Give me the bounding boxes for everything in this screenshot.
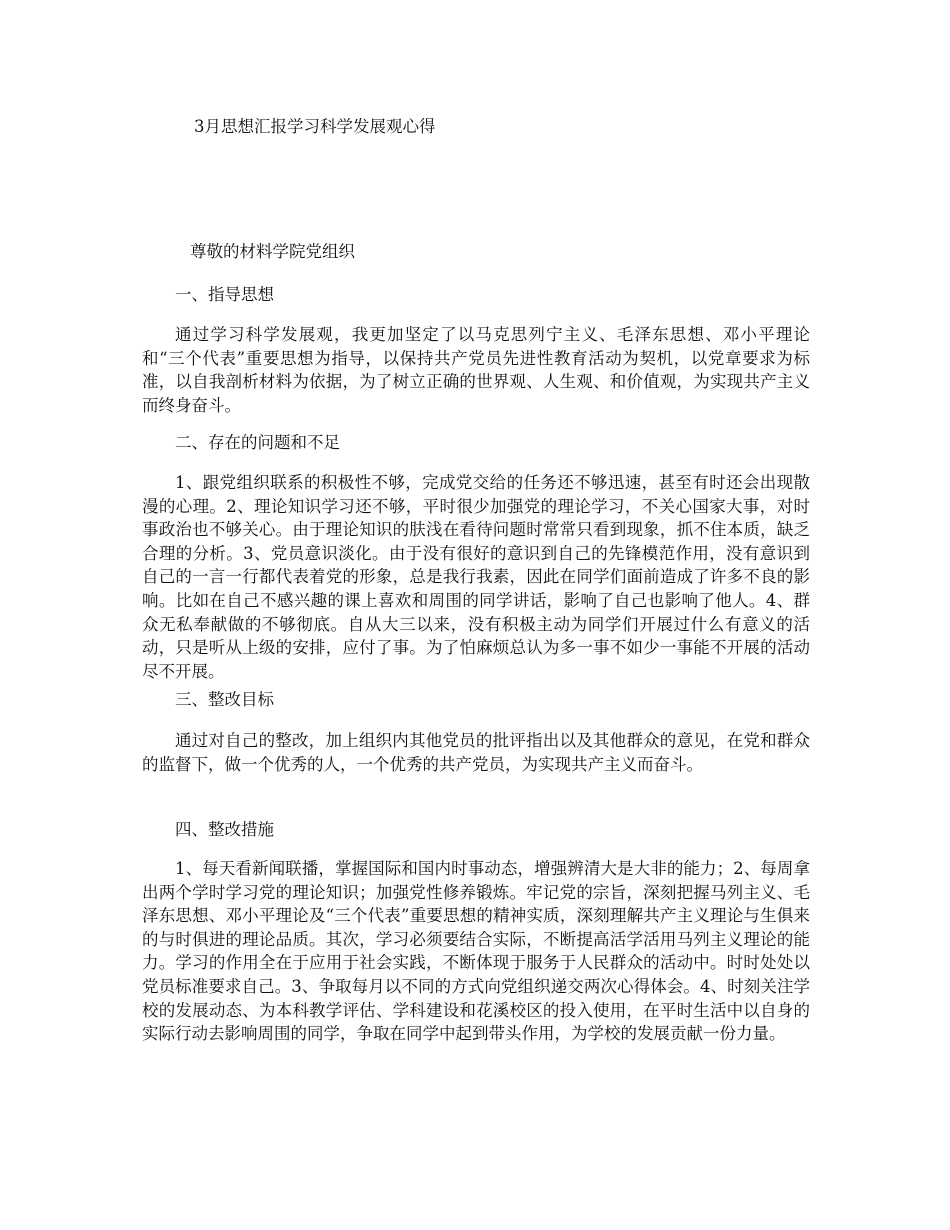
document-title: 3月思想汇报学习科学发展观心得 bbox=[194, 117, 436, 136]
section-heading-problems: 二、存在的问题和不足 bbox=[175, 433, 340, 452]
section-body-goals: 通过对自己的整改，加上组织内其他党员的批评指出以及其他群众的意见，在党和群众的监督下，做一个优秀的人，一个优秀的共产党员，为实现共产主义而奋斗。 bbox=[142, 731, 810, 774]
section-body-measures: 1、每天看新闻联播，掌握国际和国内时事动态，增强辨清大是大非的能力；2、每周拿出两个学时学习党的理论知识；加强党性修养锻炼。牢记党的宗旨，深刻把握马列主义、毛泽东思想、邓小平理论及“三个代表”重要思想的精神实质，深刻理解共产主义理论与生俱来的与时俱进的理论品质。其次，学习必须要结合实际，不断提高活学活用马列主义理论的能力。学习的作用全在于应用于社会实践，不断体现于服务于人民群众的活动中。时时处处以党员标准要求自己。3、争取每月以不同的方式向党组织递交两次心得体会。4、时刻关注学校的发展动态、为本科教学评估、学科建设和花溪校区的投入使用，在平时生活中以自身的实际行动去影响周围的同学，争取在同学中起到带头作用，为学校的发展贡献一份力量。 bbox=[142, 859, 810, 1044]
section-heading-measures: 四、整改措施 bbox=[175, 820, 274, 839]
section-heading-guiding-thought: 一、指导思想 bbox=[175, 285, 274, 304]
salutation: 尊敬的材料学院党组织 bbox=[190, 242, 355, 261]
section-heading-goals: 三、整改目标 bbox=[175, 690, 274, 709]
section-body-problems: 1、跟党组织联系的积极性不够，完成党交给的任务还不够迅速，甚至有时还会出现散漫的心理。2、理论知识学习还不够，平时很少加强党的理论学习，不关心国家大事，对时事政治也不够关心。由于理论知识的肤浅在看待问题时常常只看到现象，抓不住本质，缺乏合理的分析。3、党员意识淡化。由于没有很好的意识到自己的先锋模范作用，没有意识到自己的一言一行都代表着党的形象，总是我行我素，因此在同学们面前造成了许多不良的影响。比如在自己不感兴趣的课上喜欢和周围的同学讲话，影响了自己也影响了他人。4、群众无私奉献做的不够彻底。自从大三以来，没有积极主动为同学们开展过什么有意义的活动，只是听从上级的安排，应付了事。为了怕麻烦总认为多一事不如少一事能不开展的活动尽不开展。 bbox=[142, 473, 810, 681]
section-body-guiding-thought: 通过学习科学发展观，我更加坚定了以马克思列宁主义、毛泽东思想、邓小平理论和“三个代表”重要思想为指导，以保持共产党员先进性教育活动为契机，以党章要求为标准，以自我剖析材料为依据，为了树立正确的世界观、人生观、和价值观，为实现共产主义而终身奋斗。 bbox=[142, 325, 810, 415]
